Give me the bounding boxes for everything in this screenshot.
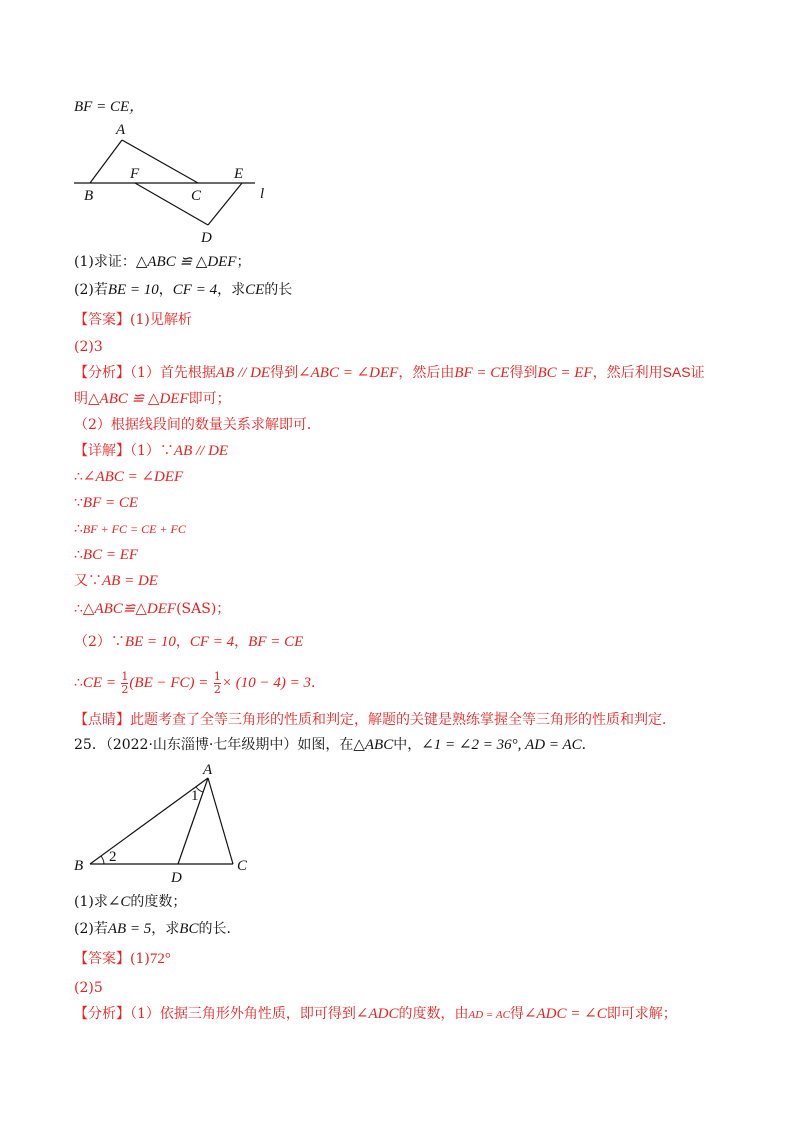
label-D: D — [171, 870, 182, 886]
detail-line-7: ∴△ABC≌△DEF(SAS)； — [74, 601, 231, 617]
analysis-line-1: 【分析】（1）首先根据AB // DE得到∠ABC = ∠DEF，然后由BF = CE得到BC = EF，然后利用SAS证 — [74, 364, 705, 381]
detail-line-2: ∴∠ABC = ∠DEF — [74, 469, 184, 485]
label-angle-1: 1 — [191, 788, 199, 804]
question-part-2: (2)若BE = 10，CF = 4，求CE的长 — [74, 282, 293, 298]
analysis-line-2: 明△ABC ≌ △DEF即可； — [74, 391, 231, 407]
label-B: B — [74, 858, 84, 874]
detail-line-5: ∴BC = EF — [74, 547, 139, 563]
label-C: C — [191, 188, 202, 204]
detail-line-9: ∴CE = $\frac{1}{2}$ $(BE - FC) = \frac{1}{2}$ × (10 − 4) = 3． — [74, 669, 325, 696]
detail-line-1: 【详解】（1）∵AB // DE — [74, 443, 229, 459]
detail-line-8: （2）∵BE = 10，CF = 4，BF = CE — [74, 634, 304, 650]
label-B: B — [84, 188, 94, 204]
question-part-1: (1)求证：△ABC ≌ △DEF； — [74, 254, 251, 270]
answer-line-1: 【答案】(1)见解析 — [74, 312, 192, 328]
figure-triangle-abc — [60, 758, 260, 886]
detail-line-6: 又∵AB = DE — [74, 573, 158, 589]
segment-AC — [208, 778, 233, 864]
label-C: C — [237, 858, 248, 874]
q25-analysis-line: 【分析】（1）依据三角形外角性质，即可得到∠ADC的度数，由AD = AC得∠ADC = ∠C即可求解； — [74, 1006, 677, 1022]
label-A: A — [116, 122, 126, 138]
q25-answer-line-2: (2)5 — [74, 980, 103, 996]
q25-part-1: (1)求∠C的度数； — [74, 894, 187, 910]
label-F: F — [130, 166, 140, 182]
label-angle-2: 2 — [109, 849, 117, 865]
angle-2-arc — [101, 856, 104, 864]
label-D: D — [201, 230, 212, 246]
label-l: l — [260, 186, 265, 202]
segment-DE — [208, 183, 242, 225]
answer-line-2: (2)3 — [74, 339, 103, 355]
analysis-line-3: （2）根据线段间的数量关系求解即可． — [74, 417, 321, 433]
q25-stem: 25．（2022·山东淄博·七年级期中）如图，在△ABC中，∠1 = ∠2 = 36°, AD = AC． — [74, 737, 596, 753]
fraction-one-half-2: $\frac{1}{2}$ — [213, 669, 221, 696]
detail-line-4: ∴BF + FC = CE + FC — [74, 521, 186, 537]
segment-BA — [90, 140, 122, 183]
q25-part-2: (2)若AB = 5，求BC的长． — [74, 921, 241, 937]
detail-line-3: ∵BF = CE — [74, 495, 139, 511]
comment-line: 【点睛】此题考查了全等三角形的性质和判定，解题的关键是熟练掌握全等三角形的性质和判定． — [74, 712, 676, 728]
given-condition: BF = CE， — [74, 99, 145, 115]
fraction-one-half: $\frac{1}{2}$ — [121, 669, 129, 696]
figure-parallel-lines-triangles — [60, 118, 290, 246]
label-E: E — [234, 166, 244, 182]
q25-answer-line-1: 【答案】(1)72° — [74, 951, 171, 967]
label-A: A — [203, 762, 213, 778]
